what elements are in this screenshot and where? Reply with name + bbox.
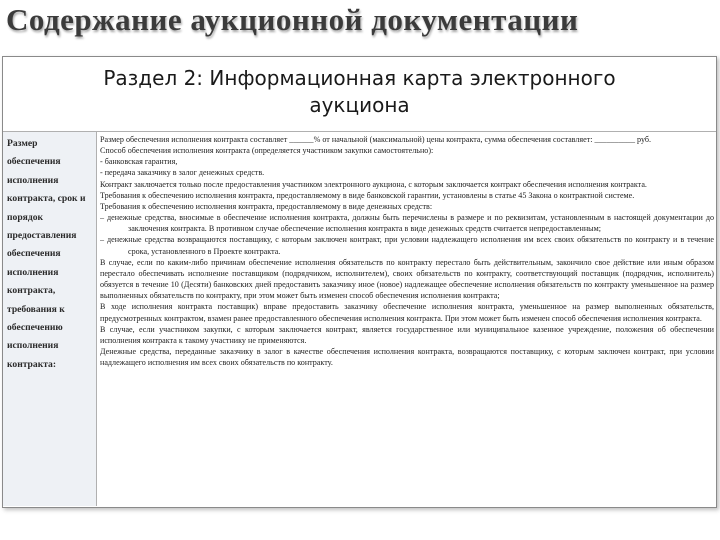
section-heading-line-2: аукциона [309, 93, 410, 117]
table-value-cell [100, 134, 714, 504]
list-item: – денежные средства, вносимые в обеспечение исполнения контракта, должны быть перечислены в размере и по реквизитам, установленным в настоящей документации до заключения контракта. В противном случае обеспечение исполнения контракта в виде денежных средств считается непредоставленным; [100, 213, 714, 234]
table-label-cell [3, 132, 97, 506]
paragraph: В случае, если по каким-либо причинам обеспечение исполнения обязательств по контракту перестало быть действительным, закончило свое действие или иным образом перестало обеспечивать исполнение поставщиком (подрядчиком, исполнителем), своих обязательств по контракту, соответствующий поставщик (подрядчик, исполнитель) обязуется в течение 10 (Десяти) банковских дней предоставить заказчику иное (новое) надлежащее обеспечение исполнения обязательств по контракту уменьшенное на размер выполненных обязательств по контракту, при этом может быть изменен способ обеспечения исполнения контракта; [100, 257, 714, 301]
section-heading-line-1: Раздел 2: Информационная карта электронного [103, 66, 616, 90]
paragraph: Размер обеспечения исполнения контракта составляет ______% от начальной (максимальной) цены контракта, сумма обеспечения составляет: __________ руб. [100, 135, 652, 144]
paragraph: Требования к обеспечению исполнения контракта, предоставляемому в виде банковской гарантии, установлены в статье 45 Закона о контрактной системе. [100, 190, 635, 200]
paragraph: В случае, если участником закупки, с которым заключается контракт, является государственное или муниципальное казенное учреждение, положения об обеспечении исполнения контракта к такому участнику не применяются. [100, 324, 714, 345]
list-item: - банковская гарантия, [100, 157, 178, 167]
slide-title: Содержание аукционной документации [6, 2, 579, 37]
paragraph: Способ обеспечения исполнения контракта (определяется участником закупки самостоятельно): [100, 146, 434, 156]
paragraph: Требования к обеспечению исполнения контракта, предоставляемому в виде денежных средств: [100, 201, 433, 211]
paragraph: Денежные средства, переданные заказчику в залог в качестве обеспечения исполнения контракта, возвращаются поставщику, с которым заключен контракт, при условии надлежащего исполнения им всех своих обязательств по контракту. [100, 346, 714, 368]
content-card [2, 56, 717, 508]
row-label: Размер обеспечения исполнения контракта, срок и порядок предоставления обеспечения исполнения контракта, требования к обеспечению исполнения контракта: [7, 138, 86, 370]
info-table [3, 131, 716, 506]
section-heading [3, 65, 716, 119]
paragraph: Контракт заключается только после предоставления участником электронного аукциона, с которым заключается контракт обеспечения исполнения контракта. [100, 179, 647, 189]
paragraph: В ходе исполнения контракта поставщик) вправе предоставить заказчику обеспечение исполнения контракта, уменьшенное на размер выполненных обязательств, предусмотренных контрактом, взамен ранее предоставленного обеспечения исполнения контракта. При этом может быть изменен способ обеспечения исполнения контракта. [100, 302, 714, 323]
list-item: – денежные средства возвращаются поставщику, с которым заключен контракт, при условии надлежащего исполнения им всех своих обязательств по контракту и в течение срока, установленного в Проекте контракта. [100, 235, 714, 256]
list-item: - передача заказчику в залог денежных средств. [100, 168, 265, 178]
